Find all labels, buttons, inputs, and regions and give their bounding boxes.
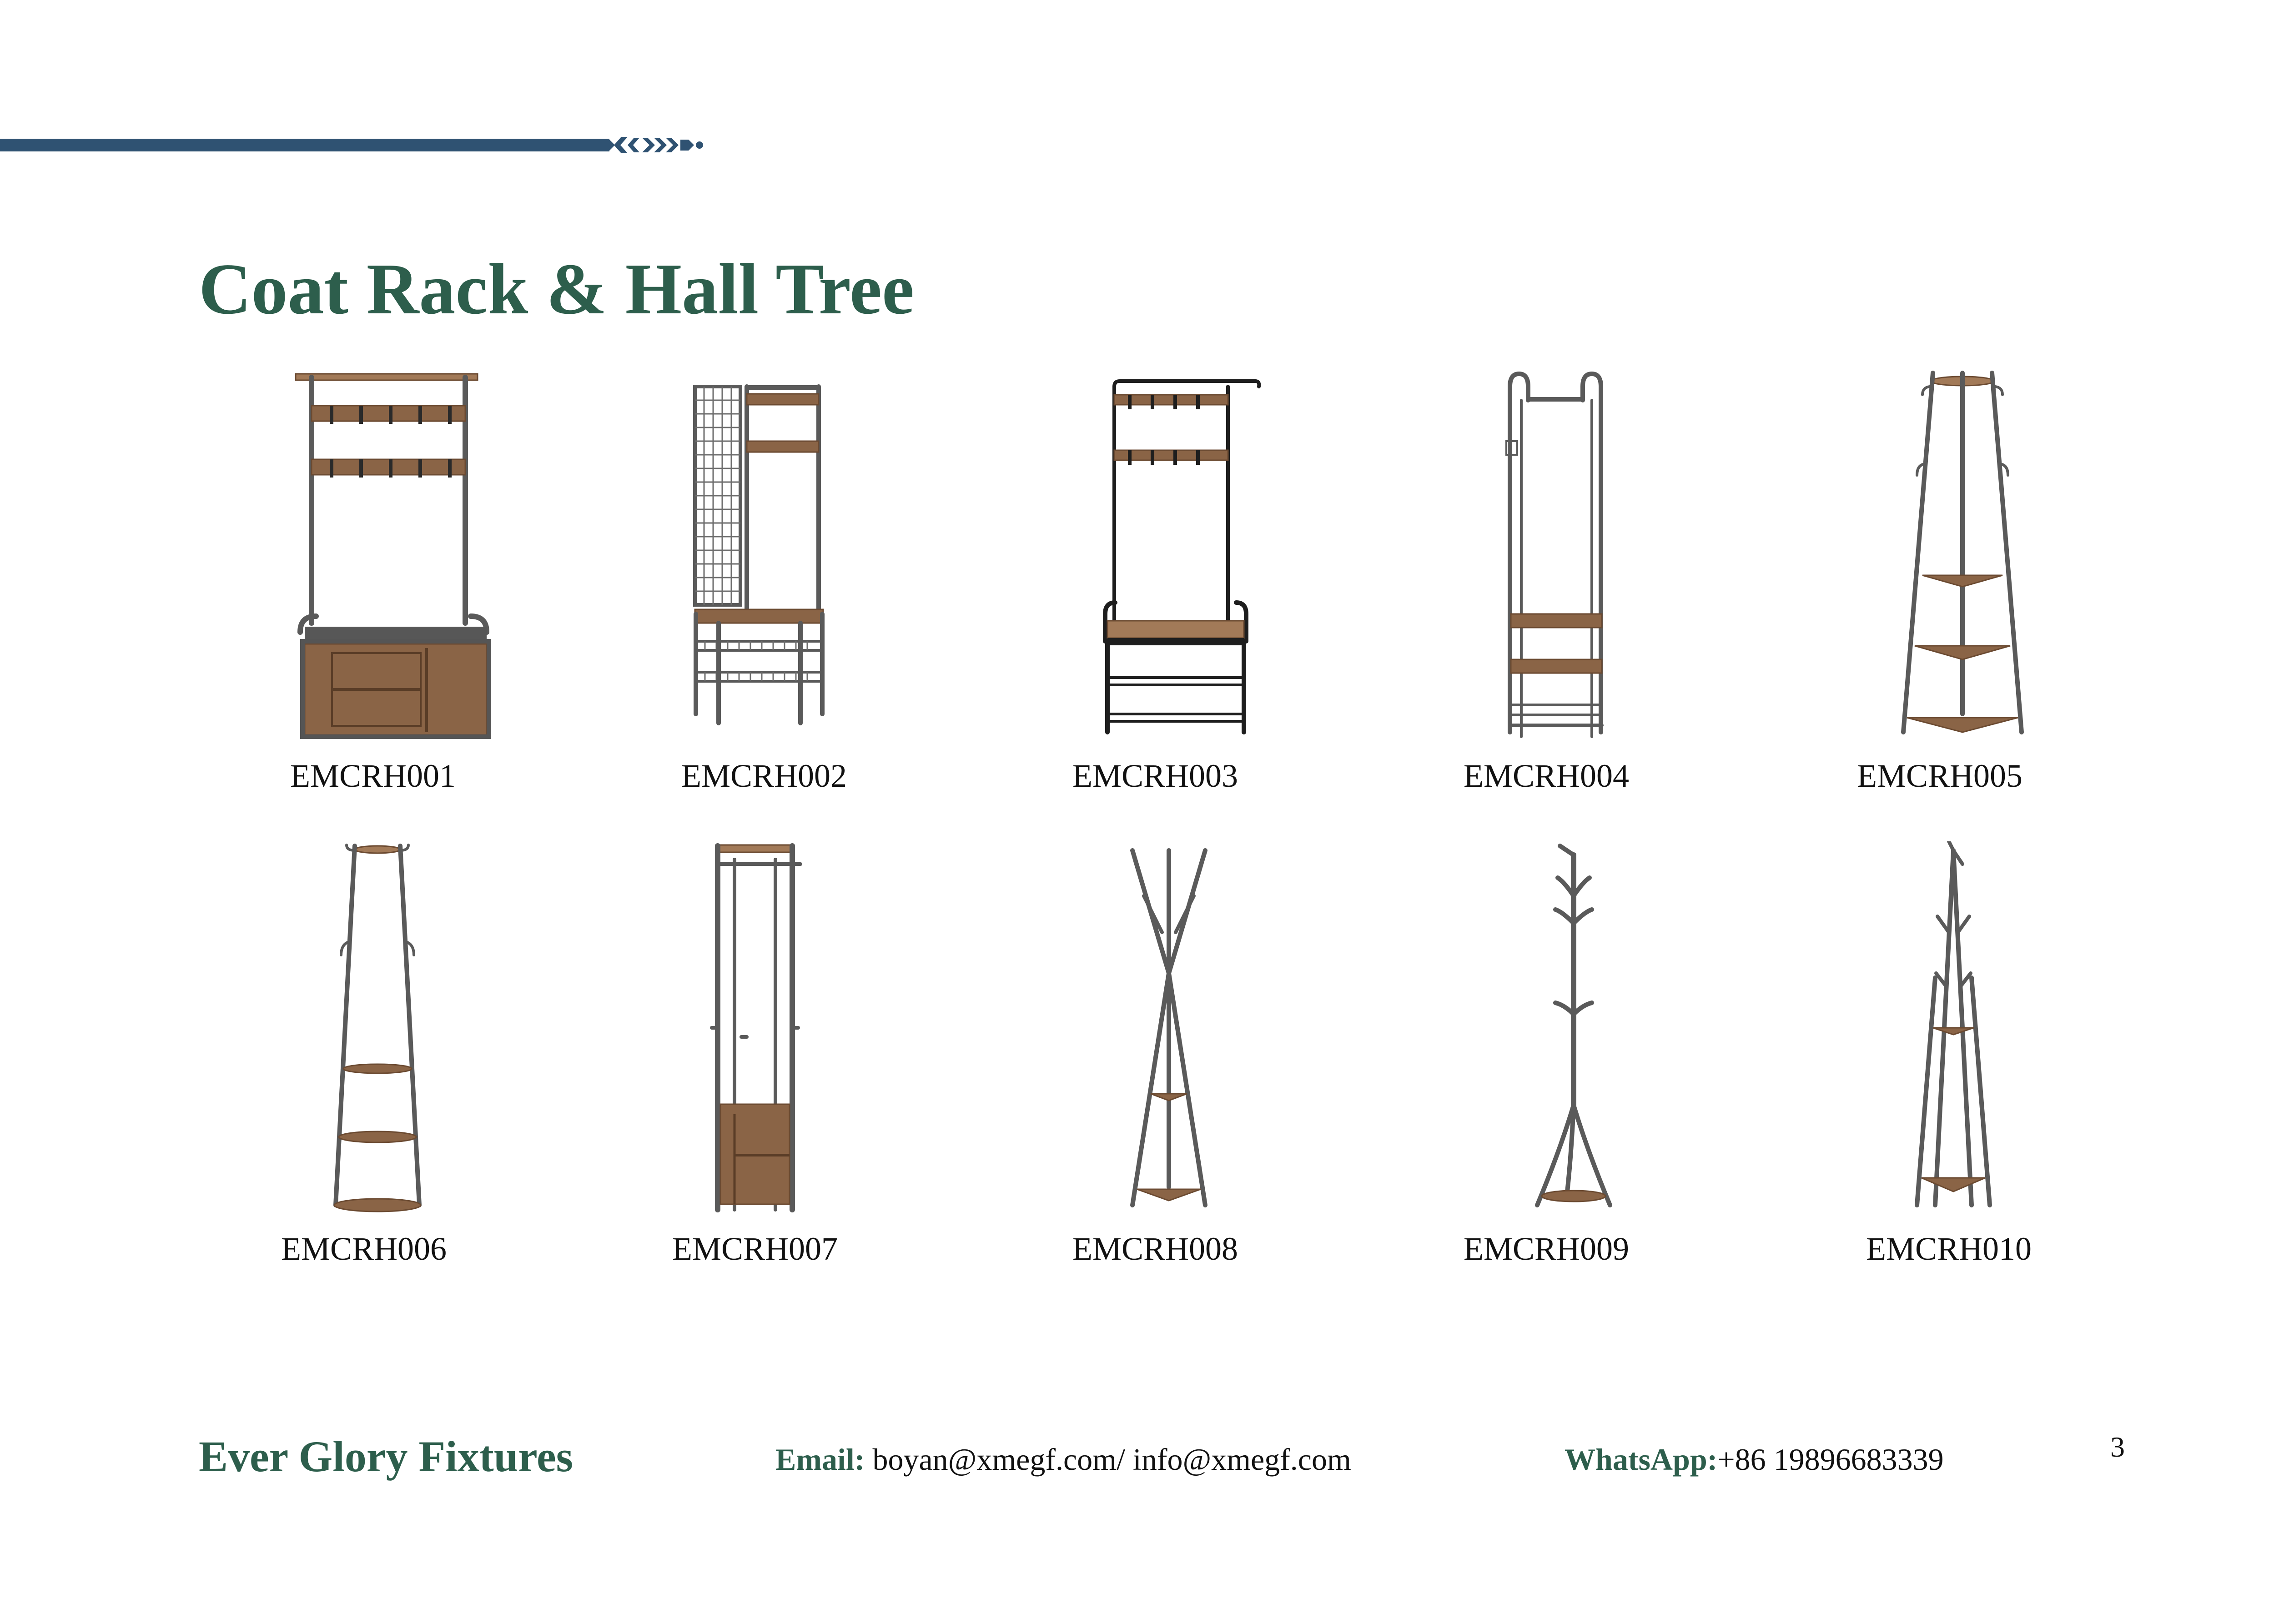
coat-rack-round-shelves-icon [227, 841, 500, 1232]
hall-tree-black-shoe-rack-icon [1019, 368, 1292, 759]
page-number: 3 [2110, 1431, 2125, 1463]
product-card [214, 368, 532, 823]
product-code: EMCRH009 [1463, 1231, 1630, 1267]
tree-coat-rack-curved-icon [1410, 841, 1683, 1232]
product-card [1790, 841, 2108, 1296]
product-code: EMCRH004 [1463, 758, 1630, 794]
email-label: Email: [775, 1442, 865, 1477]
product-code: EMCRH007 [672, 1231, 838, 1267]
product-code: EMCRH001 [290, 758, 456, 794]
product-code: EMCRH002 [681, 758, 847, 794]
hall-tree-bench-cabinet-icon [236, 368, 509, 759]
whatsapp-value: +86 19896683339 [1717, 1442, 1944, 1477]
product-card [605, 368, 923, 823]
contact-whatsapp [1565, 1444, 1944, 1475]
header-bar [0, 139, 609, 151]
coat-rack-cabinet-base-icon [619, 841, 891, 1232]
product-card [596, 841, 914, 1296]
product-card [996, 841, 1314, 1296]
tree-coat-rack-tripod-icon [1019, 841, 1292, 1232]
product-card [1387, 841, 1706, 1296]
whatsapp-label: WhatsApp: [1565, 1442, 1718, 1477]
corner-coat-rack-shelves-icon [1803, 368, 2076, 759]
hall-tree-grid-shoe-rack-icon [628, 368, 901, 759]
product-card [1781, 368, 2099, 823]
product-card [205, 841, 523, 1296]
page-title: Coat Rack & Hall Tree [199, 248, 915, 329]
product-code: EMCRH005 [1856, 758, 2023, 794]
contact-email [775, 1444, 1351, 1475]
product-card [1387, 368, 1706, 823]
company-name: Ever Glory Fixtures [199, 1432, 573, 1481]
tree-coat-rack-shelves-icon [1812, 841, 2085, 1232]
product-code: EMCRH010 [1866, 1231, 2032, 1267]
product-code: EMCRH003 [1072, 758, 1238, 794]
email-value: boyan@xmegf.com/ info@xmegf.com [865, 1442, 1351, 1477]
product-code: EMCRH008 [1072, 1231, 1238, 1267]
header-arrows-ornament [591, 133, 709, 157]
product-code: EMCRH006 [281, 1231, 447, 1267]
garment-rack-shelves-icon [1410, 368, 1683, 759]
product-card [996, 368, 1314, 823]
